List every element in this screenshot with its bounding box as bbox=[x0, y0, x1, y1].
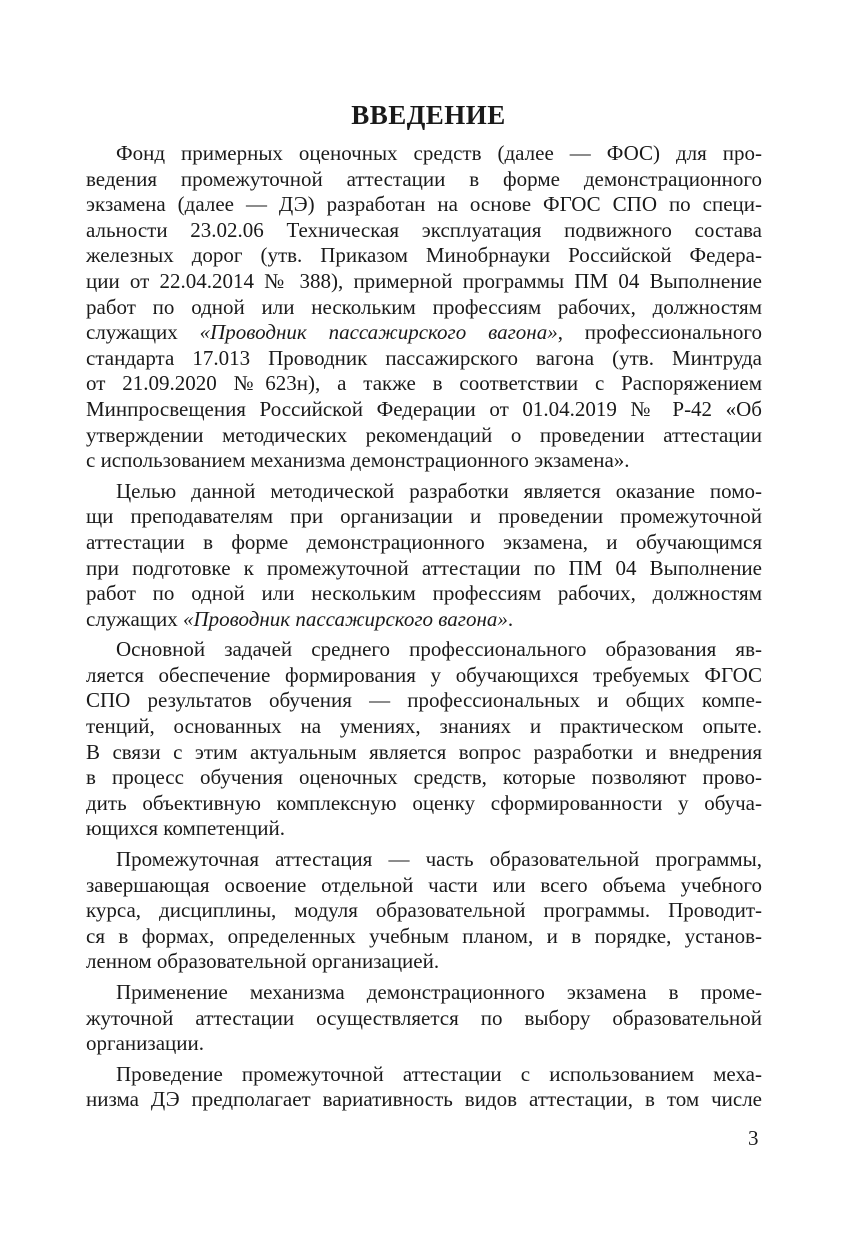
text-segment: жуточной аттестации осуществляется по выбору образовательной bbox=[86, 1005, 762, 1030]
text-line bbox=[86, 530, 762, 556]
text-segment: ющихся компетенций. bbox=[86, 816, 286, 841]
text-segment: при подготовке к промежуточной аттестации по ПМ 04 Выполнение bbox=[86, 555, 762, 580]
text-line bbox=[86, 295, 762, 321]
text-line bbox=[86, 243, 762, 269]
text-segment: , профессионального bbox=[557, 320, 762, 345]
text-segment: СПО результатов обучения — профессиональных и общих компе- bbox=[86, 688, 762, 713]
italic-text: «Проводник пассажирского вагона» bbox=[199, 320, 558, 345]
text-line bbox=[86, 1031, 762, 1057]
paragraph bbox=[86, 479, 762, 633]
paragraph bbox=[86, 1062, 762, 1113]
text-line bbox=[86, 479, 762, 505]
text-segment: завершающая освоение отдельной части или всего объема учебного bbox=[86, 872, 762, 897]
text-segment: Целью данной методической разработки является оказание помо- bbox=[116, 478, 762, 503]
text-segment: от 21.09.2020 №623н), а также в соответствии с Распоряжением bbox=[86, 371, 762, 396]
text-segment: ленном образовательной организацией. bbox=[86, 949, 440, 974]
text-segment: низма ДЭ предполагает вариативность видов аттестации, в том числе bbox=[86, 1087, 762, 1112]
text-segment: утверждении методических рекомендаций о проведении аттестации bbox=[86, 422, 762, 447]
text-segment: . bbox=[507, 606, 514, 631]
text-line bbox=[86, 663, 762, 689]
text-segment: щи преподавателям при организации и проведении промежуточной bbox=[86, 504, 762, 529]
text-line bbox=[86, 740, 762, 766]
text-line bbox=[86, 218, 762, 244]
paragraph bbox=[86, 637, 762, 842]
text-line bbox=[86, 423, 762, 449]
text-line bbox=[86, 924, 762, 950]
text-line bbox=[86, 581, 762, 607]
text-segment: с использованием механизма демонстрационного экзамена». bbox=[86, 448, 630, 473]
text-segment: В связи с этим актуальным является вопрос разработки и внедрения bbox=[86, 739, 762, 764]
text-segment: железных дорог (утв. Приказом Минобрнауки Российской Федера- bbox=[86, 243, 762, 268]
text-segment: ции от 22.04.2014 № 388), примерной программы ПМ 04 Выполнение bbox=[86, 268, 762, 293]
text-line bbox=[86, 1006, 762, 1032]
text-segment: работ по одной или нескольким профессиям рабочих, должностям bbox=[86, 294, 762, 319]
text-line bbox=[86, 320, 762, 346]
text-line bbox=[86, 346, 762, 372]
text-segment: тенций, основанных на умениях, знаниях и практическом опыте. bbox=[86, 714, 762, 739]
text-line bbox=[86, 816, 762, 842]
text-segment: Фонд примерных оценочных средств (далее — ФОС) для про- bbox=[116, 141, 762, 165]
text-line bbox=[86, 765, 762, 791]
text-line bbox=[86, 269, 762, 295]
document-body bbox=[86, 141, 762, 1113]
text-segment: в процесс обучения оценочных средств, которые позволяют прово- bbox=[86, 765, 762, 790]
text-line bbox=[86, 371, 762, 397]
text-line bbox=[86, 448, 762, 474]
text-line bbox=[86, 637, 762, 663]
text-line bbox=[86, 847, 762, 873]
paragraph bbox=[86, 847, 762, 975]
text-line bbox=[86, 980, 762, 1006]
text-segment: аттестации в форме демонстрационного экзамена, и обучающимся bbox=[86, 529, 762, 554]
text-line bbox=[86, 949, 762, 975]
text-line bbox=[86, 791, 762, 817]
text-segment: служащих bbox=[86, 606, 184, 631]
page-number: 3 bbox=[748, 1126, 759, 1150]
text-segment: организации. bbox=[86, 1031, 204, 1056]
text-segment: экзамена (далее — ДЭ) разработан на основе ФГОС СПО по специ- bbox=[86, 192, 762, 217]
text-segment: альности 23.02.06 Техническая эксплуатация подвижного состава bbox=[86, 217, 762, 242]
text-line bbox=[86, 397, 762, 423]
text-line bbox=[86, 898, 762, 924]
paragraph bbox=[86, 980, 762, 1057]
text-line bbox=[86, 556, 762, 582]
paragraph bbox=[86, 141, 762, 474]
text-line bbox=[86, 1062, 762, 1088]
text-line bbox=[86, 607, 762, 633]
text-line bbox=[86, 873, 762, 899]
text-segment: ляется обеспечение формирования у обучающихся требуемых ФГОС bbox=[86, 662, 762, 687]
text-segment: ведения промежуточной аттестации в форме демонстрационного bbox=[86, 166, 762, 191]
text-line bbox=[86, 504, 762, 530]
text-line bbox=[86, 192, 762, 218]
text-segment: Проведение промежуточной аттестации с использованием меха- bbox=[116, 1061, 762, 1086]
text-segment: работ по одной или нескольким профессиям рабочих, должностям bbox=[86, 581, 762, 606]
page-title: ВВЕДЕНИЕ bbox=[351, 100, 506, 130]
text-line bbox=[86, 714, 762, 740]
text-segment: служащих bbox=[86, 320, 200, 345]
text-segment: Основной задачей среднего профессионального образования яв- bbox=[116, 637, 762, 662]
text-segment: Минпросвещения Российской Федерации от 01.04.2019 № Р-42 «Об bbox=[86, 396, 762, 421]
text-segment: курса, дисциплины, модуля образовательной программы. Проводит- bbox=[86, 898, 762, 923]
text-line bbox=[86, 141, 762, 167]
text-line bbox=[86, 1087, 762, 1113]
text-segment: дить объективную комплексную оценку сформированности у обуча- bbox=[86, 790, 762, 815]
text-segment: Промежуточная аттестация — часть образовательной программы, bbox=[116, 847, 762, 872]
text-segment: ся в формах, определенных учебным планом, и в порядке, установ- bbox=[86, 923, 762, 948]
text-line bbox=[86, 167, 762, 193]
italic-text: «Проводник пассажирского вагона» bbox=[183, 606, 508, 631]
text-segment: Применение механизма демонстрационного экзамена в проме- bbox=[116, 980, 762, 1004]
text-segment: стандарта 17.013 Проводник пассажирского вагона (утв. Минтруда bbox=[86, 345, 762, 370]
text-line bbox=[86, 688, 762, 714]
